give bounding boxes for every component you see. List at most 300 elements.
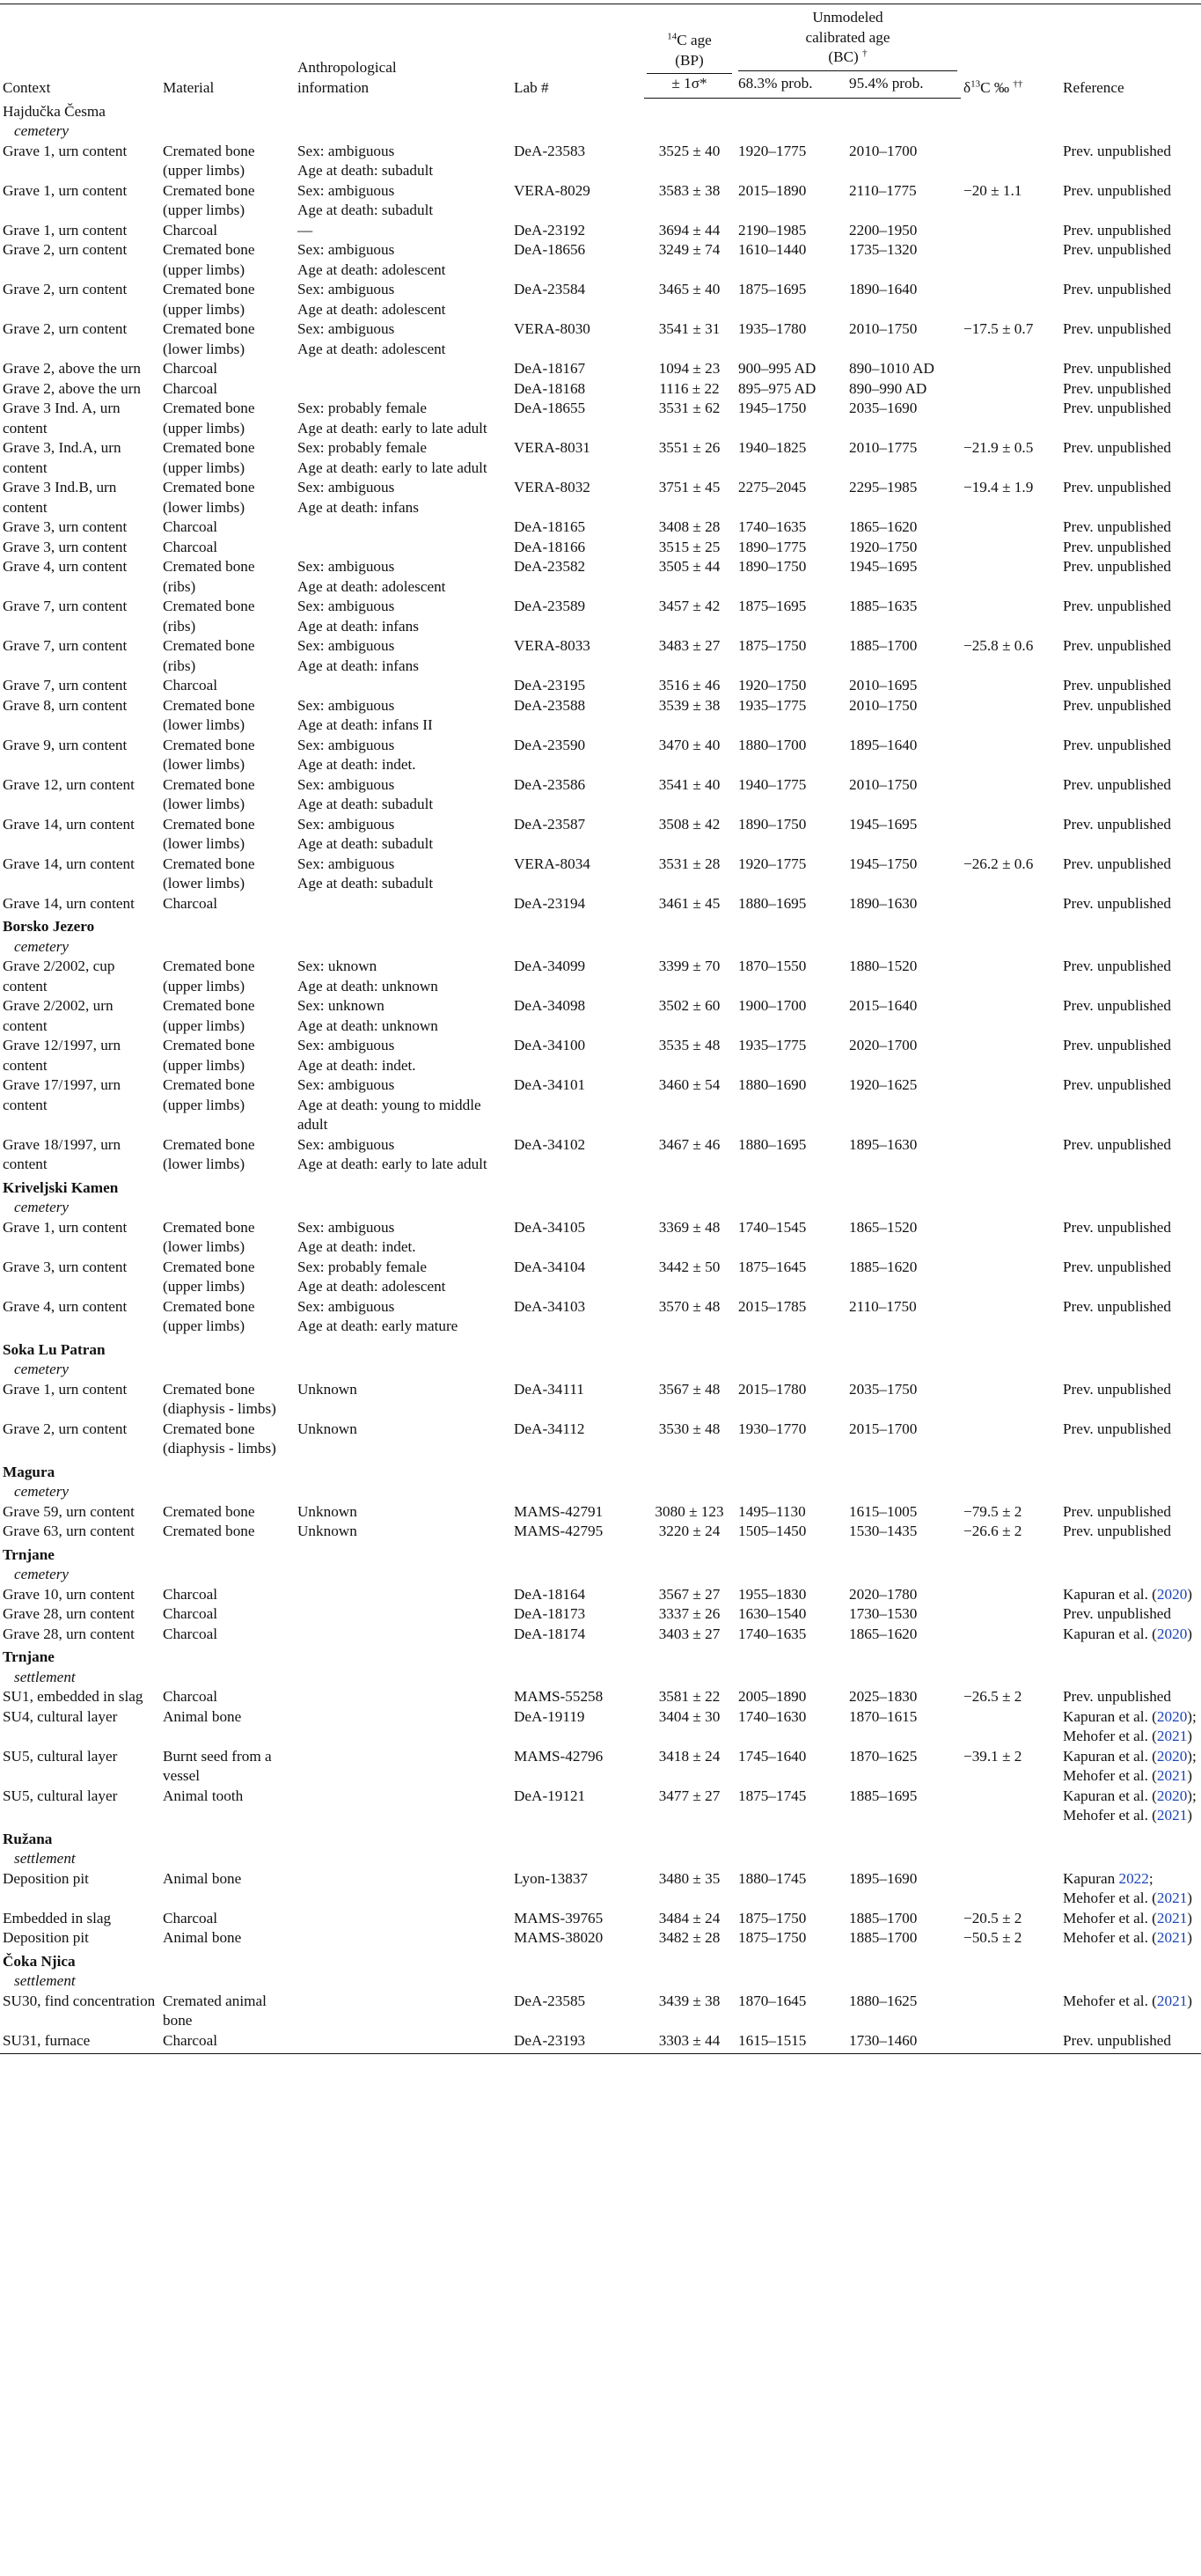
cell-lab-number: DeA-23193 <box>511 2031 644 2054</box>
cell-prob95: 2035–1690 <box>849 400 918 416</box>
table-row <box>0 1992 1201 2031</box>
reference-year-link[interactable]: 2021 <box>1156 1767 1188 1784</box>
cell-c14-age: 3541 ± 40 <box>658 775 721 793</box>
cell-material: Charcoal <box>163 221 218 239</box>
cell-delta13c <box>961 1218 1060 1258</box>
table-row <box>0 538 1201 558</box>
site-name-row <box>0 1826 1201 1850</box>
site-type: settlement <box>14 1668 76 1685</box>
cell-anthro <box>295 775 511 815</box>
cell-lab-number: DeA-34100 <box>514 1037 586 1053</box>
anthro-line: Sex: ambiguous <box>297 479 395 495</box>
cell-c14-age: 3404 ± 30 <box>658 1707 721 1725</box>
cell-delta13c <box>961 221 1060 241</box>
anthro-line: — <box>297 221 313 239</box>
cell-c14-age: 3399 ± 70 <box>658 958 721 974</box>
site-type: cemetery <box>14 1566 70 1582</box>
site-type-row <box>0 1360 1201 1380</box>
reference-text: Kapuran et al. ( <box>1063 1625 1157 1642</box>
cell-delta13c: −20.5 ± 2 <box>963 1909 1022 1926</box>
reference-text: Mehofer et al. ( <box>1063 1909 1157 1926</box>
reference-year-link[interactable]: 2021 <box>1156 1929 1188 1946</box>
cell-prob95: 1880–1625 <box>849 1992 918 2009</box>
cell-reference: Prev. unpublished <box>1063 1502 1172 1520</box>
cell-prob95: 1885–1700 <box>849 637 918 654</box>
cell-delta13c <box>961 379 1060 400</box>
table-row <box>0 1502 1201 1523</box>
cell-context: Grave 1, urn content <box>3 1380 128 1398</box>
cell-material: Cremated bone (upper limbs) <box>163 400 255 437</box>
cell-delta13c <box>961 1075 1060 1135</box>
table-row <box>0 1420 1201 1459</box>
cell-delta13c <box>961 1625 1060 1645</box>
cell-material: Cremated bone (upper limbs) <box>163 997 255 1034</box>
cell-delta13c <box>961 815 1060 855</box>
cell-context: Grave 28, urn content <box>3 1625 135 1642</box>
anthro-line: Sex: uknown <box>297 958 377 974</box>
cell-prob95: 2015–1700 <box>849 1420 918 1437</box>
cell-prob68: 1880–1745 <box>738 1869 807 1887</box>
cell-anthro <box>295 1909 511 1929</box>
anthro-line: Age at death: infans <box>297 657 419 674</box>
cell-c14-age: 3508 ± 42 <box>658 815 721 833</box>
cell-lab-number: DeA-23587 <box>514 815 586 833</box>
reference-text: ); Mehofer et al. ( <box>1063 1747 1197 1784</box>
reference-year-link[interactable]: 2020 <box>1156 1747 1188 1765</box>
anthro-line: Age at death: early to late adult <box>297 419 487 437</box>
cell-prob68: 1935–1775 <box>738 1037 807 1053</box>
reference-text: Kapuran <box>1063 1869 1119 1887</box>
reference-year-link[interactable]: 2021 <box>1156 1992 1188 2009</box>
table-row <box>0 1869 1201 1909</box>
cell-material: Charcoal <box>163 538 218 555</box>
cell-delta13c <box>961 1869 1060 1909</box>
table-row <box>0 696 1201 736</box>
table-row <box>0 438 1201 478</box>
cell-reference: Prev. unpublished <box>1063 181 1172 199</box>
table-row <box>0 996 1201 1036</box>
cell-delta13c: −26.6 ± 2 <box>963 1523 1022 1539</box>
cell-prob95: 2295–1985 <box>849 479 918 495</box>
cell-reference: Prev. unpublished <box>1063 221 1172 239</box>
cell-delta13c <box>961 1585 1060 1605</box>
cell-c14-age: 3220 ± 24 <box>658 1523 721 1539</box>
cell-context: Grave 3 Ind.B, urn content <box>3 479 117 516</box>
reference-year-link[interactable]: 2021 <box>1156 1807 1188 1824</box>
cell-reference <box>1060 1585 1201 1605</box>
cell-c14-age: 3467 ± 46 <box>658 1135 721 1153</box>
cell-context: Grave 3, urn content <box>3 518 128 535</box>
cell-material: Cremated bone (upper limbs) <box>163 1297 255 1334</box>
col-context: Context <box>0 4 160 99</box>
site-type-row <box>0 1971 1201 1992</box>
cell-context: SU5, cultural layer <box>3 1747 118 1765</box>
cell-prob68: 1880–1695 <box>738 1135 807 1153</box>
reference-year-link[interactable]: 2021 <box>1156 1728 1188 1744</box>
table-row <box>0 399 1201 438</box>
table-row <box>0 240 1201 280</box>
cell-c14-age: 3477 ± 27 <box>658 1787 721 1804</box>
cell-material: Cremated bone (lower limbs) <box>163 855 255 892</box>
cell-material: Charcoal <box>163 379 218 397</box>
cell-delta13c <box>961 1380 1060 1420</box>
reference-year-link[interactable]: 2020 <box>1156 1707 1188 1725</box>
cell-prob95: 1945–1750 <box>849 855 918 872</box>
cell-lab-number: DeA-23582 <box>514 558 586 575</box>
cell-anthro <box>295 1075 511 1135</box>
table-row <box>0 221 1201 241</box>
cell-delta13c <box>961 280 1060 319</box>
anthro-line: Unknown <box>297 1523 357 1539</box>
cell-anthro <box>295 1502 511 1523</box>
cell-delta13c: −17.5 ± 0.7 <box>963 320 1034 337</box>
cell-prob68: 1875–1695 <box>738 281 807 297</box>
cell-delta13c <box>961 957 1060 996</box>
anthro-line: Sex: ambiguous <box>297 1135 395 1153</box>
cell-anthro <box>295 1258 511 1297</box>
cell-reference <box>1060 1928 1201 1949</box>
site-type: cemetery <box>14 1361 70 1377</box>
reference-year-link[interactable]: 2021 <box>1156 1890 1188 1906</box>
cell-context: Grave 28, urn content <box>3 1605 135 1622</box>
cell-lab-number: DeA-34101 <box>514 1076 586 1093</box>
cell-delta13c <box>961 538 1060 558</box>
cell-c14-age: 3249 ± 74 <box>658 241 721 258</box>
cell-context: Grave 2, urn content <box>3 241 128 258</box>
cell-lab-number: DeA-23194 <box>514 894 586 912</box>
cell-c14-age: 3505 ± 44 <box>658 558 721 575</box>
site-type: cemetery <box>14 1483 70 1500</box>
cell-delta13c <box>961 1787 1060 1826</box>
site-type-row <box>0 937 1201 958</box>
table-row <box>0 1909 1201 1929</box>
site-name: Borsko Jezero <box>3 918 95 935</box>
reference-text: ) <box>1187 1929 1193 1946</box>
cell-prob95: 1870–1625 <box>849 1747 918 1765</box>
cell-anthro <box>295 1036 511 1075</box>
cell-prob68: 1875–1745 <box>738 1787 807 1804</box>
cell-prob68: 1630–1540 <box>738 1605 807 1622</box>
site-name: Trnjane <box>3 1648 55 1665</box>
cell-context: Grave 14, urn content <box>3 855 135 872</box>
site-name-row <box>0 98 1201 121</box>
cell-prob95: 1895–1640 <box>849 736 918 753</box>
anthro-line: Sex: probably female <box>297 400 428 416</box>
cell-prob95: 1730–1460 <box>846 2031 961 2054</box>
site-name: Soka Lu Patran <box>3 1340 106 1358</box>
cell-reference: Prev. unpublished <box>1063 736 1172 753</box>
cell-prob68: 1930–1770 <box>738 1420 807 1437</box>
cell-context: Grave 2, urn content <box>3 320 128 337</box>
cell-reference: Prev. unpublished <box>1063 696 1172 714</box>
anthro-line: Sex: unknown <box>297 997 384 1014</box>
cell-prob95: 1895–1630 <box>849 1135 918 1153</box>
cell-anthro <box>295 438 511 478</box>
anthro-line: Age at death: unknown <box>297 1016 438 1034</box>
cell-context: Grave 3 Ind. A, urn content <box>3 400 121 437</box>
cell-reference: Prev. unpublished <box>1063 1258 1172 1275</box>
cell-delta13c: −25.8 ± 0.6 <box>963 637 1034 654</box>
cell-prob68: 1875–1645 <box>738 1258 807 1275</box>
cell-reference: Prev. unpublished <box>1063 958 1172 974</box>
anthro-line: Age at death: indet. <box>297 756 416 773</box>
cell-prob68: 1880–1690 <box>738 1076 807 1093</box>
reference-year-link[interactable]: 2022 <box>1118 1869 1149 1887</box>
cell-lab-number: DeA-18164 <box>514 1585 586 1603</box>
cell-material: Animal bone <box>163 1929 242 1946</box>
cell-reference <box>1060 1747 1201 1787</box>
table-row <box>0 1258 1201 1297</box>
reference-text: ) <box>1187 1992 1193 2009</box>
cell-context: Grave 8, urn content <box>3 696 128 714</box>
col-prob95: 95.4% prob. <box>846 74 961 98</box>
cell-material: Cremated bone <box>163 1502 255 1520</box>
cell-c14-age: 3408 ± 28 <box>658 518 721 535</box>
table-row <box>0 1380 1201 1420</box>
anthro-line: Age at death: subadult <box>297 875 434 892</box>
cell-reference <box>1060 1992 1201 2031</box>
cell-lab-number: DeA-34105 <box>514 1218 586 1236</box>
cell-delta13c: −26.5 ± 2 <box>963 1688 1022 1705</box>
anthro-line: Sex: probably female <box>297 439 428 456</box>
cell-material: Cremated bone (lower limbs) <box>163 1218 255 1255</box>
table-row <box>0 319 1201 359</box>
table-row <box>0 379 1201 400</box>
cell-prob68: 1940–1775 <box>738 775 807 793</box>
reference-text: ) <box>1187 1767 1193 1784</box>
cell-anthro <box>295 597 511 636</box>
cell-lab-number: DeA-23589 <box>514 598 586 614</box>
cell-prob95: 890–1010 AD <box>849 360 934 377</box>
cell-anthro <box>295 399 511 438</box>
cell-c14-age: 3535 ± 48 <box>658 1037 721 1053</box>
cell-lab-number: DeA-34104 <box>514 1258 586 1275</box>
cell-c14-age: 3369 ± 48 <box>658 1218 721 1236</box>
anthro-line: Sex: ambiguous <box>297 598 395 614</box>
cell-anthro <box>295 957 511 996</box>
col-prob68: 68.3% prob. <box>736 74 846 98</box>
cell-anthro <box>295 1585 511 1605</box>
cell-prob68: 1740–1635 <box>738 1625 807 1642</box>
cell-reference: Prev. unpublished <box>1063 518 1172 535</box>
cell-lab-number: DeA-34102 <box>514 1135 586 1153</box>
cell-delta13c <box>961 1420 1060 1459</box>
cell-c14-age: 3525 ± 40 <box>658 142 721 159</box>
cell-lab-number: DeA-18174 <box>514 1625 586 1642</box>
cell-lab-number: DeA-23584 <box>514 281 586 297</box>
table-row <box>0 894 1201 914</box>
cell-prob95: 1530–1435 <box>849 1523 918 1539</box>
cell-context: Grave 2, urn content <box>3 1420 128 1437</box>
cell-prob95: 1730–1530 <box>849 1605 918 1622</box>
cell-context: Grave 10, urn content <box>3 1585 135 1603</box>
cell-prob68: 895–975 AD <box>738 379 817 397</box>
cell-material: Charcoal <box>163 360 218 377</box>
cell-context: Grave 4, urn content <box>3 558 128 575</box>
cell-delta13c <box>961 996 1060 1036</box>
anthro-line: Unknown <box>297 1502 357 1520</box>
reference-text: ) <box>1187 1625 1193 1642</box>
cell-prob68: 1875–1750 <box>738 1929 807 1946</box>
cell-reference: Prev. unpublished <box>1063 281 1172 297</box>
cell-c14-age: 3483 ± 27 <box>658 637 721 654</box>
cell-context: Grave 7, urn content <box>3 598 128 614</box>
anthro-line: Age at death: subadult <box>297 796 434 812</box>
anthro-line: Sex: ambiguous <box>297 281 395 297</box>
table-row <box>0 1787 1201 1826</box>
cell-context: Grave 1, urn content <box>3 221 128 239</box>
site-type: cemetery <box>14 1199 70 1215</box>
anthro-line: Age at death: subadult <box>297 835 434 852</box>
table-row <box>0 2031 1201 2054</box>
table-row <box>0 736 1201 775</box>
cell-prob68: 1615–1515 <box>736 2031 846 2054</box>
cell-lab-number: DeA-34103 <box>514 1297 586 1315</box>
cell-material: Cremated bone (upper limbs) <box>163 241 255 278</box>
site-type: cemetery <box>14 122 70 139</box>
anthro-line: Age at death: indet. <box>297 1056 416 1074</box>
table-row <box>0 557 1201 597</box>
cell-context: Grave 2, above the urn <box>3 379 142 397</box>
cell-c14-age: 3465 ± 40 <box>658 281 721 297</box>
cell-c14-age: 3583 ± 38 <box>658 181 721 199</box>
cell-lab-number: MAMS-55258 <box>514 1688 604 1705</box>
reference-year-link[interactable]: 2020 <box>1156 1625 1188 1642</box>
table-header <box>0 4 1201 99</box>
cell-lab-number: DeA-19119 <box>514 1707 585 1725</box>
cell-delta13c <box>961 1297 1060 1337</box>
cell-material: Cremated bone (lower limbs) <box>163 736 255 773</box>
cell-anthro <box>295 736 511 775</box>
cell-prob95: 2010–1750 <box>849 320 918 337</box>
cell-anthro <box>295 181 511 221</box>
anthro-line: Sex: ambiguous <box>297 736 395 753</box>
cell-prob68: 2005–1890 <box>738 1688 807 1705</box>
cell-lab-number: DeA-23585 <box>514 1992 586 2009</box>
cell-delta13c: −19.4 ± 1.9 <box>963 479 1034 495</box>
cell-c14-age: 3567 ± 48 <box>658 1380 721 1398</box>
anthro-line: Age at death: adolescent <box>297 261 446 278</box>
cell-reference: Prev. unpublished <box>1063 479 1172 495</box>
reference-year-link[interactable]: 2020 <box>1156 1585 1188 1603</box>
cell-context: Grave 14, urn content <box>3 815 135 833</box>
site-name-row <box>0 1644 1201 1668</box>
anthro-line: Age at death: adolescent <box>297 300 446 318</box>
cell-lab-number: DeA-18656 <box>514 241 586 258</box>
table-row <box>0 815 1201 855</box>
cell-prob68: 1495–1130 <box>738 1502 806 1520</box>
cell-delta13c <box>961 696 1060 736</box>
col-sigma: ± 1σ* <box>644 74 736 98</box>
cell-lab-number: DeA-18167 <box>514 360 586 377</box>
cell-prob68: 1505–1450 <box>738 1523 807 1539</box>
cell-context: Grave 1, urn content <box>3 142 128 159</box>
anthro-line: Age at death: subadult <box>297 162 434 179</box>
reference-text: ); Mehofer et al. ( <box>1063 1707 1197 1744</box>
cell-reference: Prev. unpublished <box>1063 1420 1172 1437</box>
table-row <box>0 280 1201 319</box>
cell-reference: Prev. unpublished <box>1063 400 1172 416</box>
cell-prob95: 1890–1640 <box>849 281 918 297</box>
cell-material: Charcoal <box>163 1909 218 1926</box>
site-type-row <box>0 1668 1201 1688</box>
cell-c14-age: 3539 ± 38 <box>658 696 721 714</box>
reference-text: ); Mehofer et al. ( <box>1063 1787 1197 1824</box>
cell-lab-number: DeA-34099 <box>514 958 586 974</box>
cell-prob95: 2020–1700 <box>849 1037 918 1053</box>
table-row <box>0 1604 1201 1625</box>
cell-prob68: 2275–2045 <box>738 479 807 495</box>
cell-material: Cremated bone (ribs) <box>163 637 255 674</box>
cell-c14-age: 3581 ± 22 <box>658 1688 721 1705</box>
cell-reference: Prev. unpublished <box>1063 1076 1172 1093</box>
cell-reference: Prev. unpublished <box>1063 1135 1172 1153</box>
cell-prob95: 1885–1695 <box>849 1787 918 1804</box>
reference-text: Kapuran et al. ( <box>1063 1747 1157 1765</box>
cell-c14-age: 3541 ± 31 <box>658 320 721 337</box>
anthro-line: Age at death: infans <box>297 498 419 516</box>
table-row <box>0 1585 1201 1605</box>
cell-context: Grave 1, urn content <box>3 1218 128 1236</box>
cell-context: Grave 14, urn content <box>3 894 135 912</box>
site-name-row <box>0 1949 1201 1972</box>
cell-context: Grave 4, urn content <box>3 1297 128 1315</box>
table-row <box>0 1135 1201 1175</box>
site-name: Čoka Njica <box>3 1952 76 1970</box>
cell-prob68: 1740–1630 <box>738 1707 807 1725</box>
cell-delta13c <box>961 894 1060 914</box>
cell-context: Embedded in slag <box>3 1909 112 1926</box>
anthro-line: Unknown <box>297 1420 357 1437</box>
cell-reference: Prev. unpublished <box>1063 142 1172 159</box>
cell-prob68: 1935–1775 <box>738 696 807 714</box>
cell-delta13c <box>961 557 1060 597</box>
cell-prob95: 1920–1625 <box>849 1076 918 1093</box>
cell-reference <box>1060 1787 1201 1826</box>
cell-reference: Prev. unpublished <box>1063 775 1172 793</box>
cell-reference: Prev. unpublished <box>1063 637 1172 654</box>
cell-reference: Prev. unpublished <box>1063 677 1172 694</box>
cell-delta13c <box>961 240 1060 280</box>
cell-reference: Prev. unpublished <box>1063 538 1172 555</box>
anthro-line: Sex: ambiguous <box>297 1218 395 1236</box>
cell-prob95: 1945–1695 <box>849 558 918 575</box>
cell-anthro <box>295 676 511 696</box>
reference-year-link[interactable]: 2021 <box>1156 1909 1188 1926</box>
cell-c14-age: 3551 ± 26 <box>658 439 721 456</box>
cell-material: Cremated bone (upper limbs) <box>163 181 255 218</box>
cell-c14-age: 3480 ± 35 <box>658 1869 721 1887</box>
cell-prob68: 1740–1545 <box>738 1218 807 1236</box>
col-lab: Lab # <box>511 4 644 99</box>
anthro-line: Sex: ambiguous <box>297 142 395 159</box>
cell-delta13c <box>961 1258 1060 1297</box>
cell-prob68: 1945–1750 <box>738 400 807 416</box>
cell-lab-number: MAMS-42791 <box>514 1502 604 1520</box>
cell-context: Grave 7, urn content <box>3 677 128 694</box>
anthro-line: Sex: ambiguous <box>297 1297 395 1315</box>
cell-anthro <box>295 240 511 280</box>
col-calibrated-age: Unmodeled calibrated age (BC) † <box>736 4 961 75</box>
cell-anthro <box>295 636 511 676</box>
reference-year-link[interactable]: 2020 <box>1156 1787 1188 1804</box>
cell-prob68: 1900–1700 <box>738 997 807 1014</box>
cell-anthro <box>295 1420 511 1459</box>
cell-lab-number: DeA-34098 <box>514 997 586 1014</box>
cell-reference: Prev. unpublished <box>1063 997 1172 1014</box>
cell-context: Grave 2/2002, urn content <box>3 997 114 1034</box>
cell-c14-age: 3515 ± 25 <box>658 538 721 555</box>
